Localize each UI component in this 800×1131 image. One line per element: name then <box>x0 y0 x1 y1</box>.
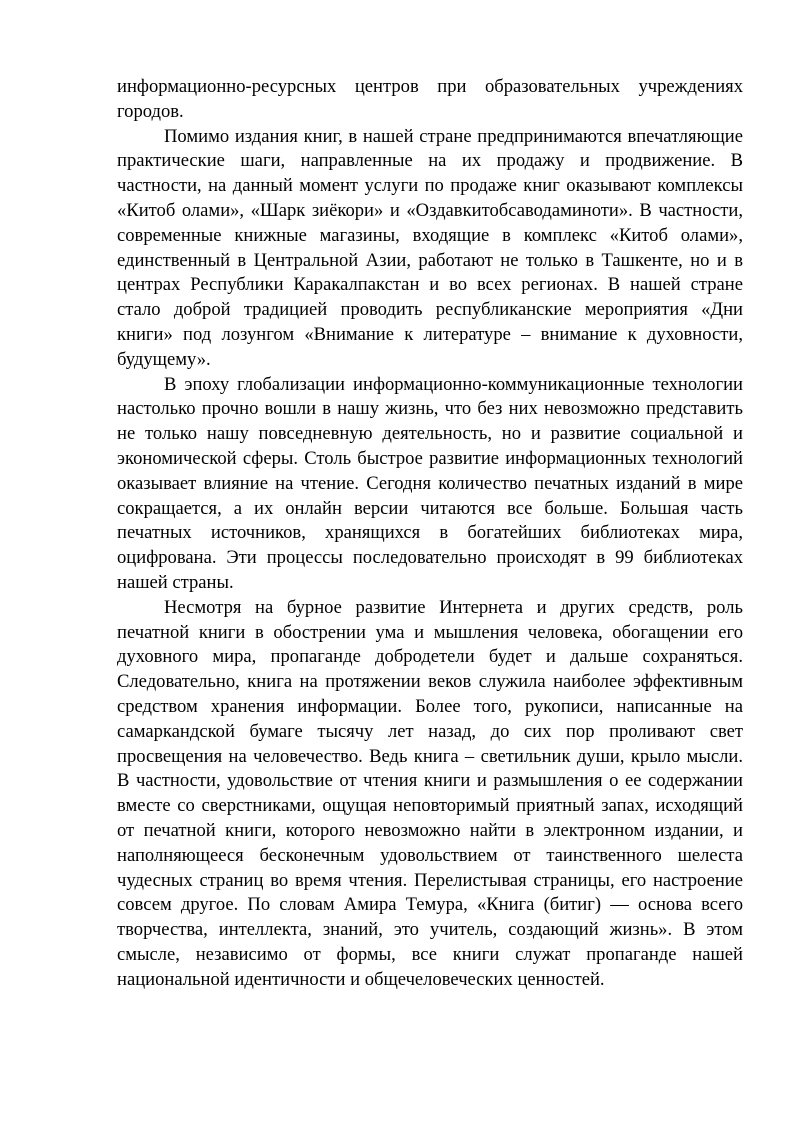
paragraph-globalization: В эпоху глобализации информационно-коммуникационные технологии настолько прочно вошли в нашу жизнь, что без них невозможно представить не только нашу повседневную деятельность, но и развитие социальной и экономической сферы. Столь быстрое развитие информационных технологий оказывает влияние на чтение. Сегодня количество печатных изданий в мире сокращается, а их онлайн версии читаются все больше. Большая часть печатных источников, хранящихся в богатейших библиотеках мира, оцифрована. Эти процессы последовательно происходят в 99 библиотеках нашей страны. <box>117 373 743 593</box>
document-page <box>117 75 743 992</box>
paragraph-printed-book-role: Несмотря на бурное развитие Интернета и других средств, роль печатной книги в обострении ума и мышления человека, обогащении его духовного мира, пропаганде добродетели будет и дальше сохраняться. Следовательно, книга на протяжении веков служила наиболее эффективным средством хранения информации. Более того, рукописи, написанные на самаркандской бумаге тысячу лет назад, до сих пор проливают свет просвещения на человечество. Ведь книга – светильник души, крыло мысли. В частности, удовольствие от чтения книги и размышления о ее содержании вместе со сверстниками, ощущая неповторимый приятный запах, исходящий от печатной книги, которого невозможно найти в электронном издании, и наполняющееся бесконечным удовольствием от таинственного шелеста чудесных страниц во время чтения. Перелистывая страницы, его настроение совсем другое. По словам Амира Темура, «Книга (битиг) — основа всего творчества, интеллекта, знаний, это учитель, создающий жизнь». В этом смысле, независимо от формы, все книги служат пропаганде нашей национальной идентичности и общечеловеческих ценностей. <box>117 596 743 990</box>
paragraph-book-sales: Помимо издания книг, в нашей стране предпринимаются впечатляющие практические шаги, направленные на их продажу и продвижение. В частности, на данный момент услуги по продаже книг оказывают комплексы «Китоб олами», «Шарк зиёкори» и «Оздавкитобсаводаминоти». В частности, современные книжные магазины, входящие в комплекс «Китоб олами», единственный в Центральной Азии, работают не только в Ташкенте, но и в центрах Республики Каракалпакстан и во всех регионах. В нашей стране стало доброй традицией проводить республиканские мероприятия «Дни книги» под лозунгом «Внимание к литературе – внимание к духовности, будущему». <box>117 125 743 370</box>
paragraph-continuation: информационно-ресурсных центров при образовательных учреждениях городов. <box>117 76 743 122</box>
